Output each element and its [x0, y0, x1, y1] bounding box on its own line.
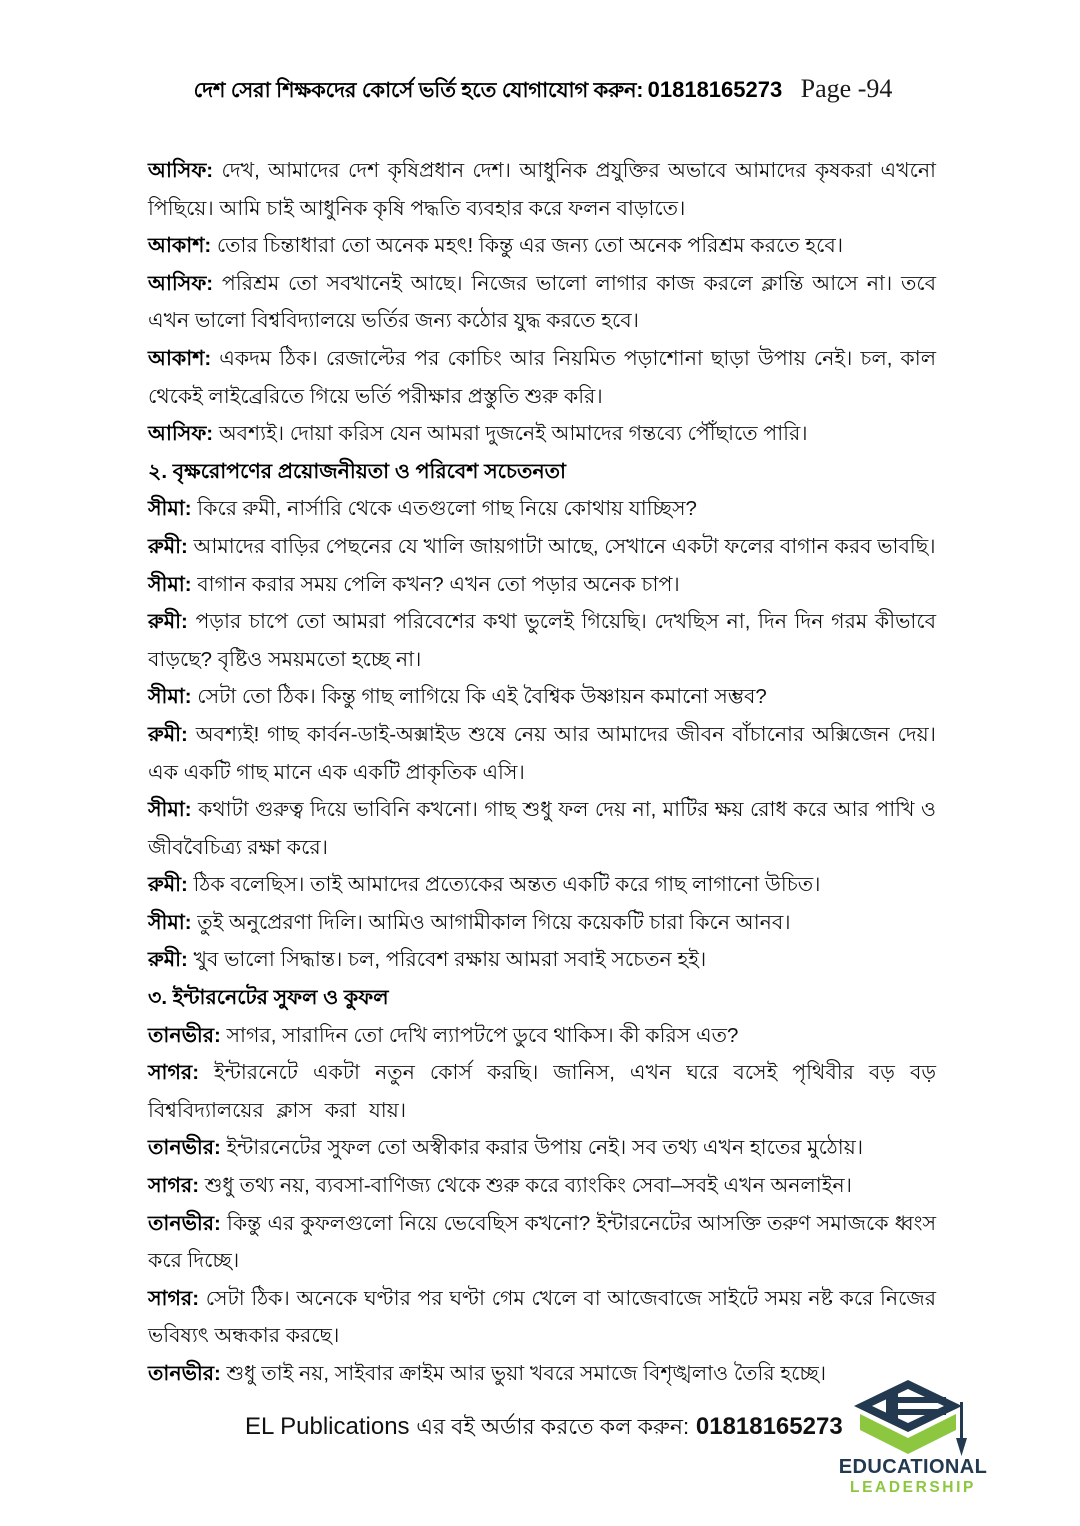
footer-order-line: [245, 1410, 843, 1447]
section-heading: ৩. ইন্টারনেটের সুফল ও কুফল: [148, 986, 389, 1010]
dialogue-line: [148, 716, 936, 791]
dialogue-line: [148, 1129, 936, 1167]
dialogue-speaker: সীমা:: [148, 497, 192, 521]
footer-order-text: এর বই অর্ডার করতে কল করুন:: [416, 1414, 690, 1439]
dialogue-speaker: তানভীর:: [148, 1023, 221, 1047]
dialogue-speaker: রুমী:: [148, 722, 188, 746]
dialogue-speaker: আকাশ:: [148, 234, 212, 258]
dialogue-speaker: তানভীর:: [148, 1362, 221, 1385]
dialogue-text: সাগর, সারাদিন তো দেখি ল্যাপটপে ডুবে থাকিস। কী করিস এত?: [226, 1023, 739, 1047]
dialogue-line: [148, 866, 936, 904]
dialogue-line: [148, 1355, 936, 1393]
dialogue-speaker: আকাশ:: [148, 346, 212, 370]
dialogue-text: খুব ভালো সিদ্ধান্ত। চল, পরিবেশ রক্ষায় আমরা সবাই সচেতন হই।: [193, 948, 707, 972]
dialogue-line: [148, 152, 936, 227]
dialogue-line: [148, 1280, 936, 1355]
dialogue-speaker: সীমা:: [148, 685, 192, 709]
dialogue-text: দেখ, আমাদের দেশ কৃষিপ্রধান দেশ। আধুনিক প্রযুক্তির অভাবে আমাদের কৃষকরা এখনো পিছিয়ে। আমি চাই আধুনিক কৃষি পদ্ধতি ব্যবহার করে ফলন বাড়াতে।: [148, 159, 937, 220]
dialogue-speaker: রুমী:: [148, 948, 188, 972]
dialogue-speaker: তানভীর:: [148, 1136, 221, 1160]
dialogue-speaker: সাগর:: [148, 1061, 200, 1085]
dialogue-text: শুধু তাই নয়, সাইবার ক্রাইম আর ভুয়া খবরে সমাজে বিশৃঙ্খলাও তৈরি হচ্ছে।: [226, 1362, 827, 1385]
dialogue-speaker: আসিফ:: [148, 159, 214, 182]
dialogue-text: সেটা ঠিক। অনেকে ঘণ্টার পর ঘণ্টা গেম খেলে বা আজেবাজে সাইটে সময় নষ্ট করে নিজের ভবিষ্যৎ অন্ধকার করছে।: [148, 1286, 937, 1348]
graduation-cap-e-icon: [850, 1378, 978, 1458]
footer-phone-number: 01818165273: [695, 1413, 843, 1440]
dialogue-text: ইন্টারনেটের সুফল তো অস্বীকার করার উপায় নেই। সব তথ্য এখন হাতের মুঠোয়।: [226, 1136, 864, 1160]
dialogue-speaker: সাগর:: [148, 1174, 200, 1198]
dialogue-line: [148, 791, 936, 866]
educational-leadership-logo: [828, 1378, 998, 1518]
header-notice-text: দেশ সেরা শিক্ষকদের কোর্সে ভর্তি হতে যোগাযোগ করুন:: [193, 79, 644, 102]
page-number-label: Page -94: [800, 74, 893, 103]
logo-name-text: EDUCATIONAL: [838, 1456, 988, 1478]
page-header: [148, 74, 938, 109]
dialogue-line: [148, 528, 936, 566]
dialogue-text: কথাটা গুরুত্ব দিয়ে ভাবিনি কখনো। গাছ শুধু ফল দেয় না, মাটির ক্ষয় রোধ করে আর পাখি ও জীববৈচিত্র্য রক্ষা করে।: [148, 798, 936, 859]
dialogue-line: [148, 340, 936, 415]
dialogue-speaker: তানভীর:: [148, 1211, 221, 1235]
dialogue-text: তুই অনুপ্রেরণা দিলি। আমিও আগামীকাল গিয়ে কয়েকটি চারা কিনে আনব।: [197, 910, 791, 934]
dialogue-text: পড়ার চাপে তো আমরা পরিবেশের কথা ভুলেই গিয়েছি। দেখছিস না, দিন দিন গরম কীভাবে বাড়ছে? বৃষ্টিও সময়মতো হচ্ছে না।: [148, 610, 936, 671]
dialogue-speaker: রুমী:: [148, 610, 188, 634]
dialogue-line: [148, 1205, 936, 1280]
dialogue-speaker: সীমা:: [148, 798, 192, 822]
logo-subtitle-text: LEADERSHIP: [850, 1479, 976, 1496]
dialogue-text: কিন্তু এর কুফলগুলো নিয়ে ভেবেছিস কখনো? ইন্টারনেটের আসক্তি তরুণ সমাজকে ধ্বংস করে দিচ্ছে।: [148, 1211, 936, 1273]
dialogue-line: [148, 1167, 936, 1205]
dialogue-text: পরিশ্রম তো সবখানেই আছে। নিজের ভালো লাগার কাজ করলে ক্লান্তি আসে না। তবে এখন ভালো বিশ্ববিদ্যালয়ে ভর্তির জন্য কঠোর যুদ্ধ করতে হবে।: [148, 271, 937, 333]
dialogue-line: [148, 415, 936, 453]
dialogue-line: [148, 490, 936, 528]
dialogue-line: [148, 904, 936, 942]
dialogue-line: [148, 678, 936, 716]
dialogue-line: [148, 603, 936, 678]
dialogue-line: [148, 1054, 936, 1129]
dialogue-speaker: সীমা:: [148, 910, 192, 934]
dialogue-text: ঠিক বলেছিস। তাই আমাদের প্রত্যেকের অন্তত একটি করে গাছ লাগানো উচিত।: [193, 873, 821, 897]
dialogue-text: সেটা তো ঠিক। কিন্তু গাছ লাগিয়ে কি এই বৈশ্বিক উষ্ণায়ন কমানো সম্ভব?: [197, 685, 767, 709]
dialogue-text: কিরে রুমী, নার্সারি থেকে এতগুলো গাছ নিয়ে কোথায় যাচ্ছিস?: [197, 497, 697, 521]
dialogue-line: [148, 265, 936, 340]
dialogue-line: [148, 566, 936, 604]
dialogue-text: শুধু তথ্য নয়, ব্যবসা-বাণিজ্য থেকে শুরু করে ব্যাংকিং সেবা–সবই এখন অনলাইন।: [204, 1174, 852, 1198]
dialogue-text: বাগান করার সময় পেলি কখন? এখন তো পড়ার অনেক চাপ।: [197, 572, 680, 596]
dialogue-line: [148, 941, 936, 979]
dialogue-speaker: রুমী:: [148, 873, 188, 897]
header-phone-number: 01818165273: [647, 77, 783, 102]
document-body: [148, 152, 936, 1393]
page-footer: [0, 1396, 1080, 1516]
section-heading: ২. বৃক্ষরোপণের প্রয়োজনীয়তা ও পরিবেশ সচেতনতা: [148, 459, 566, 483]
dialogue-speaker: সীমা:: [148, 572, 192, 596]
dialogue-text: আমাদের বাড়ির পেছনের যে খালি জায়গাটা আছে, সেখানে একটা ফলের বাগান করব ভাবছি।: [193, 534, 936, 558]
dialogue-speaker: রুমী:: [148, 534, 188, 558]
dialogue-speaker: আসিফ:: [148, 271, 214, 295]
dialogue-text: ইন্টারনেটে একটা নতুন কোর্স করছি। জানিস, এখন ঘরে বসেই পৃথিবীর বড় বড় বিশ্ববিদ্যালয়ের ক্লাস করা যায়।: [148, 1061, 936, 1122]
publisher-name: EL Publications: [245, 1413, 410, 1440]
dialogue-text: একদম ঠিক। রেজাল্টের পর কোচিং আর নিয়মিত পড়াশোনা ছাড়া উপায় নেই। চল, কাল থেকেই লাইব্রেরিতে গিয়ে ভর্তি পরীক্ষার প্রস্তুতি শুরু করি।: [148, 346, 936, 408]
dialogue-text: অবশ্যই। দোয়া করিস যেন আমরা দুজনেই আমাদের গন্তব্যে পৌঁছাতে পারি।: [218, 422, 808, 446]
dialogue-text: তোর চিন্তাধারা তো অনেক মহৎ! কিন্তু এর জন্য তো অনেক পরিশ্রম করতে হবে।: [216, 234, 844, 258]
dialogue-speaker: আসিফ:: [148, 422, 214, 446]
dialogue-line: [148, 227, 936, 265]
dialogue-line: [148, 1017, 936, 1055]
dialogue-speaker: সাগর:: [148, 1286, 200, 1310]
dialogue-text: অবশ্যই! গাছ কার্বন-ডাই-অক্সাইড শুষে নেয় আর আমাদের জীবন বাঁচানোর অক্সিজেন দেয়। এক একটি গাছ মানে এক একটি প্রাকৃতিক এসি।: [148, 722, 936, 784]
